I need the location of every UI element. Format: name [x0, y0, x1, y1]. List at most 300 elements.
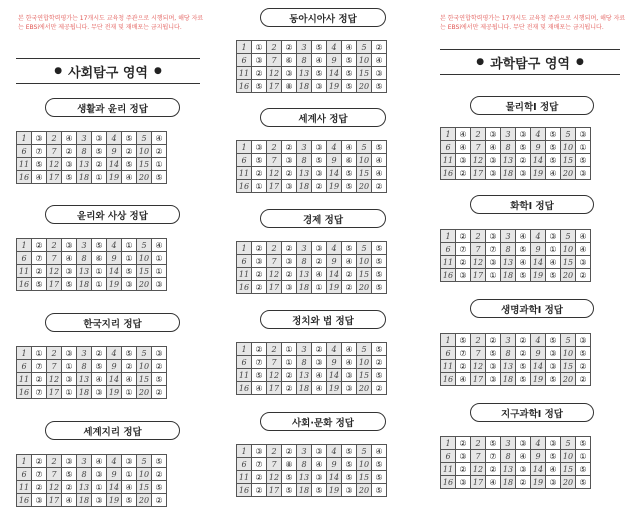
answer-grid-row	[17, 373, 167, 386]
question-number: 10	[561, 141, 576, 154]
answer-cell: ②	[252, 67, 267, 80]
question-number: 6	[237, 54, 252, 67]
question-number: 5	[357, 343, 372, 356]
answer-cell: ②	[252, 484, 267, 497]
answer-cell: ⑤	[372, 369, 387, 382]
answer-cell: ⑤	[342, 458, 357, 471]
bullet-icon: ●	[153, 66, 162, 76]
question-number: 1	[17, 347, 32, 360]
answer-cell: ③	[546, 360, 561, 373]
question-number: 15	[357, 67, 372, 80]
subject-title-pill: 한국지리 정답	[45, 313, 180, 332]
question-number: 13	[501, 463, 516, 476]
answer-cell: ⑤	[486, 437, 501, 450]
question-number: 7	[471, 141, 486, 154]
answer-cell: ②	[486, 334, 501, 347]
question-number: 5	[137, 347, 152, 360]
answer-cell: ③	[372, 67, 387, 80]
question-number: 16	[237, 180, 252, 193]
answer-cell: ③	[62, 239, 77, 252]
question-number: 2	[471, 128, 486, 141]
answer-cell: ②	[252, 471, 267, 484]
question-number: 19	[107, 386, 122, 399]
question-number: 2	[267, 343, 282, 356]
question-number: 13	[297, 369, 312, 382]
answer-cell: ①	[152, 252, 167, 265]
answer-grid-row	[237, 343, 387, 356]
answer-cell: ⑤	[372, 471, 387, 484]
answer-cell: ⑤	[342, 67, 357, 80]
subject-title-pill: 생활과 윤리 정답	[45, 98, 180, 117]
question-number: 2	[471, 334, 486, 347]
answer-cell: ②	[32, 455, 47, 468]
answer-cell: ②	[576, 373, 591, 386]
answer-grid-row	[17, 468, 167, 481]
question-number: 18	[501, 167, 516, 180]
answer-grid-row	[237, 382, 387, 395]
answer-grid	[16, 454, 167, 507]
answer-cell: ③	[32, 494, 47, 507]
answer-cell: ③	[546, 230, 561, 243]
answer-cell: ①	[252, 41, 267, 54]
bullet-icon: ●	[476, 57, 485, 67]
answer-cell: ⑤	[152, 481, 167, 494]
question-number: 18	[297, 382, 312, 395]
answer-cell: ①	[62, 360, 77, 373]
question-number: 19	[107, 494, 122, 507]
question-number: 19	[327, 484, 342, 497]
answer-cell: ②	[372, 356, 387, 369]
answer-cell: ②	[252, 167, 267, 180]
answer-grid-row	[17, 145, 167, 158]
answer-grid-row	[237, 54, 387, 67]
answer-grid-row	[17, 158, 167, 171]
answer-cell: ①	[32, 347, 47, 360]
answer-grid-row	[237, 458, 387, 471]
question-number: 16	[441, 373, 456, 386]
answer-grid-row	[237, 154, 387, 167]
answer-grid-row	[237, 268, 387, 281]
answer-cell: ⑤	[372, 255, 387, 268]
answer-cell: ①	[576, 141, 591, 154]
answer-cell: ③	[62, 455, 77, 468]
answer-cell: ⑤	[32, 278, 47, 291]
answer-cell: ⑦	[32, 252, 47, 265]
answer-cell: ⑤	[342, 180, 357, 193]
answer-cell: ④	[456, 128, 471, 141]
answer-cell: ④	[546, 256, 561, 269]
answer-grid-row	[441, 141, 591, 154]
answer-cell: ④	[486, 141, 501, 154]
question-number: 8	[297, 255, 312, 268]
answer-grid-row	[237, 356, 387, 369]
answer-cell: ②	[152, 386, 167, 399]
question-number: 20	[561, 373, 576, 386]
question-number: 15	[357, 369, 372, 382]
answer-cell: ①	[62, 386, 77, 399]
answer-cell: ⑤	[456, 334, 471, 347]
answer-cell: ⑤	[62, 278, 77, 291]
question-number: 6	[17, 252, 32, 265]
answer-cell: ④	[252, 382, 267, 395]
question-number: 20	[137, 278, 152, 291]
question-number: 8	[77, 252, 92, 265]
question-number: 10	[137, 468, 152, 481]
question-number: 3	[501, 128, 516, 141]
answer-cell: ⑤	[342, 445, 357, 458]
question-number: 5	[357, 242, 372, 255]
answer-cell: ③	[312, 471, 327, 484]
answer-grid-row	[441, 128, 591, 141]
answer-cell: ⑤	[486, 347, 501, 360]
answer-cell: ⑤	[516, 243, 531, 256]
question-number: 17	[47, 278, 62, 291]
answer-cell: ③	[62, 158, 77, 171]
answer-cell: ①	[282, 343, 297, 356]
question-number: 12	[471, 463, 486, 476]
question-number: 14	[327, 268, 342, 281]
question-number: 5	[561, 334, 576, 347]
section-title-science-label: 과학탐구 영역	[490, 56, 570, 72]
question-number: 14	[531, 360, 546, 373]
answer-cell: ⑤	[546, 154, 561, 167]
question-number: 19	[531, 269, 546, 282]
answer-cell: ③	[62, 373, 77, 386]
bullet-icon: ●	[54, 66, 63, 76]
answer-grid-row	[441, 269, 591, 282]
question-number: 18	[77, 386, 92, 399]
question-number: 12	[47, 373, 62, 386]
question-number: 18	[297, 80, 312, 93]
answer-grid-row	[237, 67, 387, 80]
answer-cell: ⑥	[92, 252, 107, 265]
question-number: 11	[17, 265, 32, 278]
question-number: 9	[107, 468, 122, 481]
question-number: 16	[441, 476, 456, 489]
answer-cell: ③	[312, 141, 327, 154]
answer-grid-row	[441, 243, 591, 256]
answer-cell: ⑤	[372, 343, 387, 356]
answer-cell: ④	[342, 343, 357, 356]
answer-grid-row	[441, 167, 591, 180]
answer-cell: ③	[62, 265, 77, 278]
subject-title-pill: 정치와 법 정답	[260, 310, 386, 329]
answer-grid	[236, 444, 387, 497]
question-number: 8	[501, 141, 516, 154]
question-number: 19	[107, 171, 122, 184]
answer-grid-row	[441, 334, 591, 347]
answer-cell: ③	[252, 54, 267, 67]
answer-grid-row	[17, 278, 167, 291]
answer-cell: ⑤	[152, 171, 167, 184]
question-number: 10	[137, 145, 152, 158]
question-number: 15	[561, 256, 576, 269]
answer-cell: ⑤	[252, 154, 267, 167]
question-number: 10	[357, 356, 372, 369]
answer-cell: ③	[92, 494, 107, 507]
question-number: 7	[267, 458, 282, 471]
subject-title-pill: 화학Ⅰ 정답	[470, 195, 594, 214]
answer-cell: ②	[486, 463, 501, 476]
answer-cell: ⑤	[312, 484, 327, 497]
question-number: 13	[501, 154, 516, 167]
question-number: 12	[47, 265, 62, 278]
answer-cell: ③	[252, 255, 267, 268]
answer-cell: ⑤	[372, 458, 387, 471]
question-number: 12	[267, 268, 282, 281]
question-number: 18	[501, 269, 516, 282]
question-number: 11	[17, 481, 32, 494]
answer-cell: ⑧	[282, 80, 297, 93]
answer-cell: ③	[456, 476, 471, 489]
answer-cell: ⑤	[546, 334, 561, 347]
question-number: 20	[561, 476, 576, 489]
question-number: 7	[267, 255, 282, 268]
answer-cell: ⑤	[372, 281, 387, 294]
answer-cell: ③	[92, 386, 107, 399]
answer-cell: ④	[546, 167, 561, 180]
answer-cell: ③	[122, 278, 137, 291]
answer-cell: ②	[282, 369, 297, 382]
question-number: 13	[297, 167, 312, 180]
question-number: 14	[107, 158, 122, 171]
answer-grid-row	[237, 471, 387, 484]
question-number: 8	[501, 450, 516, 463]
question-number: 17	[267, 281, 282, 294]
question-number: 14	[327, 167, 342, 180]
answer-grid	[440, 229, 591, 282]
question-number: 5	[561, 128, 576, 141]
answer-cell: ④	[576, 230, 591, 243]
answer-cell: ④	[546, 463, 561, 476]
answer-cell: ②	[312, 255, 327, 268]
answer-cell: ③	[342, 369, 357, 382]
answer-cell: ③	[576, 128, 591, 141]
answer-cell: ③	[342, 382, 357, 395]
answer-cell: ③	[546, 437, 561, 450]
answer-cell: ⑤	[62, 468, 77, 481]
question-number: 4	[327, 141, 342, 154]
answer-grid-row	[441, 463, 591, 476]
answer-cell: ②	[342, 268, 357, 281]
question-number: 4	[531, 334, 546, 347]
answer-grid-row	[17, 494, 167, 507]
answer-grid	[236, 140, 387, 193]
answer-cell: ⑤	[342, 54, 357, 67]
answer-cell: ①	[152, 158, 167, 171]
question-number: 7	[47, 360, 62, 373]
answer-cell: ②	[122, 360, 137, 373]
question-number: 3	[501, 437, 516, 450]
question-number: 9	[531, 141, 546, 154]
answer-cell: ②	[152, 468, 167, 481]
question-number: 4	[107, 132, 122, 145]
question-number: 10	[357, 154, 372, 167]
answer-cell: ⑤	[516, 269, 531, 282]
answer-cell: ②	[456, 230, 471, 243]
question-number: 7	[267, 356, 282, 369]
answer-grid-row	[17, 481, 167, 494]
answer-cell: ④	[516, 256, 531, 269]
question-number: 4	[327, 445, 342, 458]
answer-grid	[236, 241, 387, 294]
question-number: 17	[471, 373, 486, 386]
answer-grid	[440, 333, 591, 386]
question-number: 8	[297, 458, 312, 471]
answer-cell: ⑤	[342, 80, 357, 93]
answer-grid-row	[441, 154, 591, 167]
subject-title-pill: 동아시아사 정답	[260, 8, 386, 27]
question-number: 13	[297, 67, 312, 80]
answer-cell: ①	[92, 278, 107, 291]
question-number: 9	[531, 347, 546, 360]
answer-cell: ⑤	[122, 265, 137, 278]
question-number: 18	[77, 278, 92, 291]
answer-cell: ⑤	[92, 239, 107, 252]
question-number: 10	[137, 252, 152, 265]
question-number: 16	[17, 278, 32, 291]
question-number: 14	[327, 369, 342, 382]
question-number: 4	[107, 239, 122, 252]
answer-cell: ⑦	[252, 356, 267, 369]
question-number: 6	[441, 347, 456, 360]
answer-cell: ③	[32, 132, 47, 145]
answer-cell: ②	[32, 265, 47, 278]
answer-cell: ①	[122, 386, 137, 399]
answer-cell: ②	[32, 481, 47, 494]
answer-grid-row	[237, 180, 387, 193]
question-number: 20	[357, 180, 372, 193]
answer-cell: ①	[576, 450, 591, 463]
answer-cell: ④	[372, 154, 387, 167]
answer-grid	[440, 127, 591, 180]
question-number: 16	[237, 80, 252, 93]
answer-cell: ②	[576, 269, 591, 282]
answer-cell: ①	[92, 171, 107, 184]
question-number: 4	[327, 242, 342, 255]
answer-cell: ④	[576, 243, 591, 256]
question-number: 14	[531, 154, 546, 167]
answer-cell: ③	[486, 230, 501, 243]
answer-cell: ⑤	[546, 141, 561, 154]
answer-cell: ③	[486, 128, 501, 141]
question-number: 6	[237, 255, 252, 268]
question-number: 9	[327, 255, 342, 268]
question-number: 15	[561, 463, 576, 476]
question-number: 14	[327, 67, 342, 80]
section-title-science	[440, 49, 620, 75]
question-number: 19	[531, 167, 546, 180]
question-number: 11	[441, 256, 456, 269]
question-number: 16	[237, 382, 252, 395]
answer-cell: ⑤	[122, 347, 137, 360]
question-number: 13	[297, 471, 312, 484]
question-number: 6	[17, 468, 32, 481]
question-number: 10	[357, 54, 372, 67]
answer-cell: ①	[92, 481, 107, 494]
question-number: 5	[357, 445, 372, 458]
question-number: 5	[137, 455, 152, 468]
question-number: 1	[441, 230, 456, 243]
question-number: 8	[77, 360, 92, 373]
answer-cell: ⑤	[372, 484, 387, 497]
question-number: 12	[267, 369, 282, 382]
answer-cell: ②	[282, 268, 297, 281]
question-number: 19	[531, 476, 546, 489]
answer-cell: ②	[282, 167, 297, 180]
answer-cell: ②	[152, 360, 167, 373]
answer-cell: ③	[486, 373, 501, 386]
question-number: 3	[297, 242, 312, 255]
answer-cell: ④	[516, 230, 531, 243]
answer-cell: ⑦	[32, 145, 47, 158]
question-number: 15	[357, 471, 372, 484]
answer-cell: ⑦	[456, 347, 471, 360]
answer-cell: ⑤	[122, 494, 137, 507]
subject-title-pill: 지구과학Ⅰ 정답	[470, 403, 594, 422]
question-number: 7	[471, 243, 486, 256]
answer-grid-row	[237, 255, 387, 268]
question-number: 7	[471, 450, 486, 463]
answer-cell: ⑥	[342, 154, 357, 167]
answer-cell: ③	[252, 445, 267, 458]
question-number: 11	[441, 463, 456, 476]
question-number: 14	[107, 481, 122, 494]
question-number: 18	[77, 494, 92, 507]
question-number: 15	[137, 373, 152, 386]
answer-cell: ④	[342, 255, 357, 268]
question-number: 14	[531, 256, 546, 269]
answer-cell: ③	[252, 141, 267, 154]
answer-cell: ②	[456, 167, 471, 180]
answer-cell: ③	[576, 167, 591, 180]
question-number: 19	[107, 278, 122, 291]
answer-cell: ⑤	[342, 242, 357, 255]
answer-cell: ⑤	[62, 171, 77, 184]
question-number: 6	[237, 458, 252, 471]
bullet-icon: ●	[575, 57, 584, 67]
answer-cell: ⑤	[312, 154, 327, 167]
question-number: 2	[47, 347, 62, 360]
answer-cell: ⑤	[516, 360, 531, 373]
question-number: 12	[267, 67, 282, 80]
question-number: 1	[237, 343, 252, 356]
question-number: 11	[237, 369, 252, 382]
answer-cell: ②	[456, 463, 471, 476]
answer-cell: ③	[516, 167, 531, 180]
answer-cell: ②	[252, 343, 267, 356]
question-number: 9	[327, 154, 342, 167]
question-number: 20	[357, 281, 372, 294]
answer-cell: ②	[516, 334, 531, 347]
question-number: 20	[357, 484, 372, 497]
answer-cell: ②	[252, 281, 267, 294]
answer-cell: ④	[372, 54, 387, 67]
answer-cell: ②	[516, 347, 531, 360]
answer-cell: ①	[486, 269, 501, 282]
answer-cell: ③	[486, 154, 501, 167]
question-number: 10	[561, 450, 576, 463]
answer-grid-row	[237, 80, 387, 93]
subject-title-pill: 윤리와 사상 정답	[45, 205, 180, 224]
answer-cell: ③	[282, 180, 297, 193]
answer-cell: ③	[62, 347, 77, 360]
answer-cell: ⑤	[312, 41, 327, 54]
question-number: 10	[357, 255, 372, 268]
answer-cell: ⑤	[576, 437, 591, 450]
question-number: 12	[267, 167, 282, 180]
answer-cell: ④	[62, 132, 77, 145]
